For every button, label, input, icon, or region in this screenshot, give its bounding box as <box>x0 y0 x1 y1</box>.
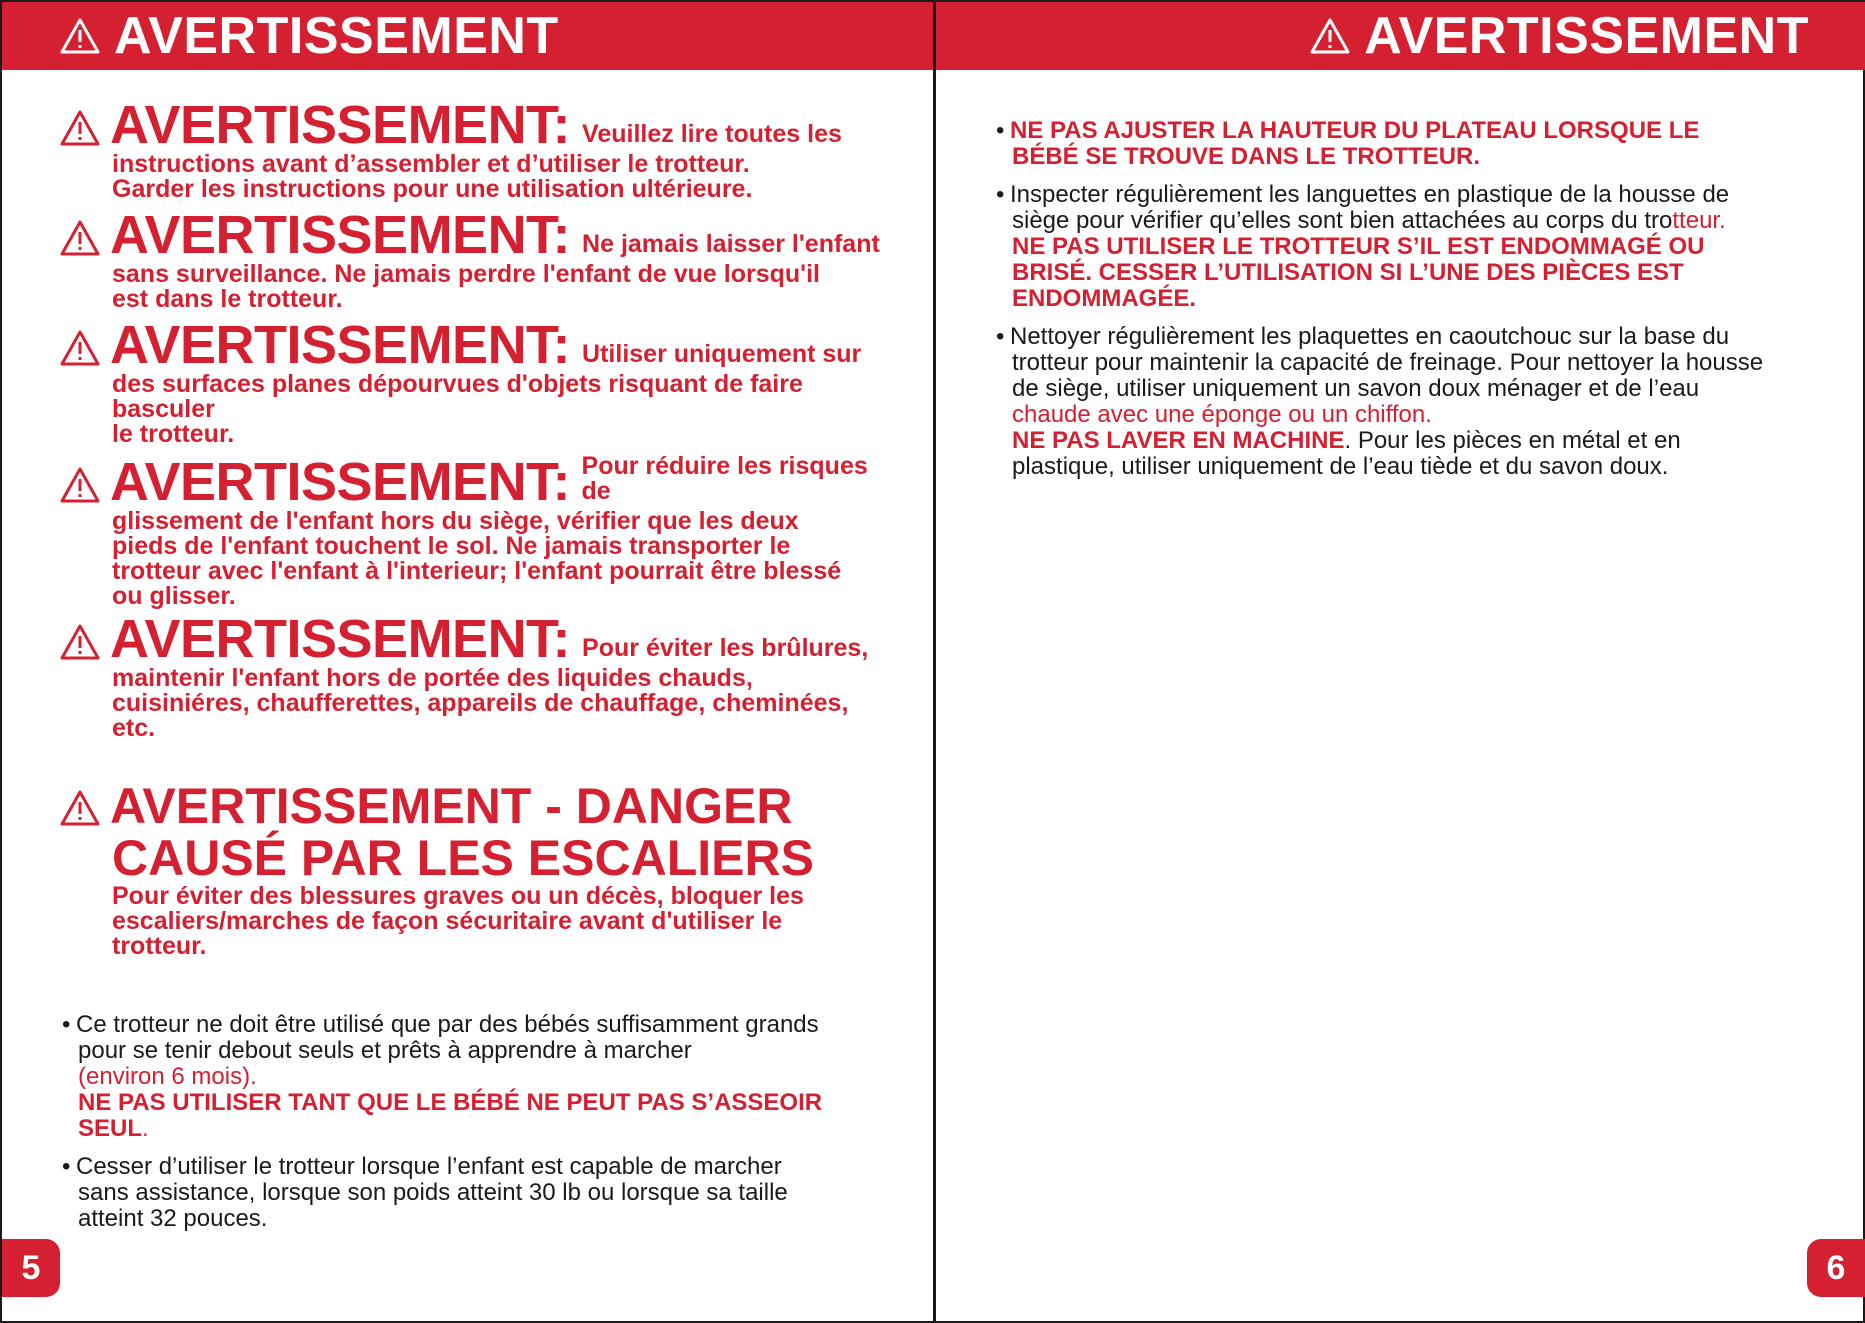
danger-title: AVERTISSEMENT - DANGER <box>110 778 793 834</box>
danger-title-line2: CAUSÉ PAR LES ESCALIERS <box>112 830 814 886</box>
warning-triangle-icon <box>60 790 100 826</box>
warning-body: sans surveillance. Ne jamais perdre l'enfant de vue lorsqu'il est dans le trotteur. <box>112 260 820 313</box>
bullet-bold-end: SEUL. <box>78 1115 149 1142</box>
warning-triangle-icon <box>60 220 100 256</box>
warning-triangle-icon <box>60 467 100 503</box>
bullet-item-stop-use: • Cesser d’utiliser le trotteur lorsque l’enfant est capable de marcher sans assistance, lorsque son poids atteint 30 lb ou lorsque sa taille atteint 32 pouces. <box>62 1153 788 1232</box>
warning-triangle-icon <box>60 624 100 660</box>
warning-label: AVERTISSEMENT: <box>110 95 571 155</box>
right-banner-title: AVERTISSEMENT <box>1364 7 1809 65</box>
warning-block-1 <box>60 95 890 203</box>
warning-triangle-icon <box>60 18 100 54</box>
warning-body: glissement de l'enfant hors du siège, vérifier que les deux pieds de l'enfant touchent le sol. Ne jamais transporter le trotteur avec l'enfant à l'interieur; l'enfant pourrait être blessé ou glisser. <box>112 507 842 610</box>
bullet-item-cleaning: • Nettoyer régulièrement les plaquettes en caoutchouc sur la base du trotteur pour maintenir la capacité de freinage. Pour nettoyer la housse de siège, utiliser uniquement un savon doux ménager et de l’eau chaude avec une éponge ou un chiffon. NE PAS LAVER EN MACHINE. Pour les pièces en métal et en plastique, utiliser uniquement de l’eau tiède et du savon doux. <box>996 323 1764 480</box>
warning-label: AVERTISSEMENT: <box>110 609 571 669</box>
warning-body: des surfaces planes dépourvues d'objets risquant de faire basculer le trotteur. <box>112 370 803 448</box>
warning-body: instructions avant d’assembler et d’utiliser le trotteur. Garder les instructions pour une utilisation ultérieure. <box>112 150 753 203</box>
bullet-item-inspect-tabs: • Inspecter régulièrement les languettes en plastique de la housse de siège pour vérifier qu’elles sont bien attachées au corps du trotteur. NE PAS UTILISER LE TROTTEUR S’IL EST ENDOMMAGÉ OU BRISÉ. CESSER L’UTILISATION SI L’UNE DES PIÈCES EST ENDOMMAGÉE. <box>996 181 1730 312</box>
stairs-danger-block <box>60 780 890 959</box>
warning-lead: Pour réduire les risques de <box>581 452 868 505</box>
warning-lead: Ne jamais laisser l'enfant <box>582 230 880 258</box>
left-page <box>2 2 934 1321</box>
danger-body: Pour éviter des blessures graves ou un décès, bloquer les escaliers/marches de façon sécuritaire avant d'utiliser le trotteur. <box>112 882 804 960</box>
warning-lead: Pour éviter les brûlures, <box>582 634 869 662</box>
warning-block-2 <box>60 205 890 313</box>
warning-block-3 <box>60 315 890 448</box>
bullet-item-age: • Ce trotteur ne doit être utilisé que par des bébés suffisamment grands pour se tenir debout seuls et prêts à apprendre à marcher (environ 6 mois). NE PAS UTILISER TANT QUE LE BÉBÉ NE PEUT PAS S’ASSEOIR SEUL. <box>62 1012 902 1142</box>
page-number-right: 6 <box>1807 1239 1865 1297</box>
warning-lead: Veuillez lire toutes les <box>582 120 842 148</box>
warning-block-4 <box>60 454 890 609</box>
warning-triangle-icon <box>60 110 100 146</box>
right-banner <box>936 2 1865 70</box>
page-number-left: 5 <box>2 1239 60 1297</box>
right-page <box>936 2 1865 1321</box>
warning-label: AVERTISSEMENT: <box>110 315 571 375</box>
warning-block-5 <box>60 609 890 742</box>
warning-label: AVERTISSEMENT: <box>110 452 571 512</box>
left-banner <box>2 2 934 70</box>
warning-triangle-icon <box>1310 18 1350 54</box>
warning-lead: Utiliser uniquement sur <box>582 340 862 368</box>
warning-body: maintenir l'enfant hors de portée des liquides chauds, cuisiniéres, chaufferettes, appareils de chauffage, cheminées, etc. <box>112 664 849 742</box>
warning-label: AVERTISSEMENT: <box>110 205 571 265</box>
warning-triangle-icon <box>60 330 100 366</box>
bullet-item-tray-height: • NE PAS AJUSTER LA HAUTEUR DU PLATEAU LORSQUE LE BÉBÉ SE TROUVE DANS LE TROTTEUR. <box>996 117 1700 170</box>
left-banner-title: AVERTISSEMENT <box>114 7 559 65</box>
